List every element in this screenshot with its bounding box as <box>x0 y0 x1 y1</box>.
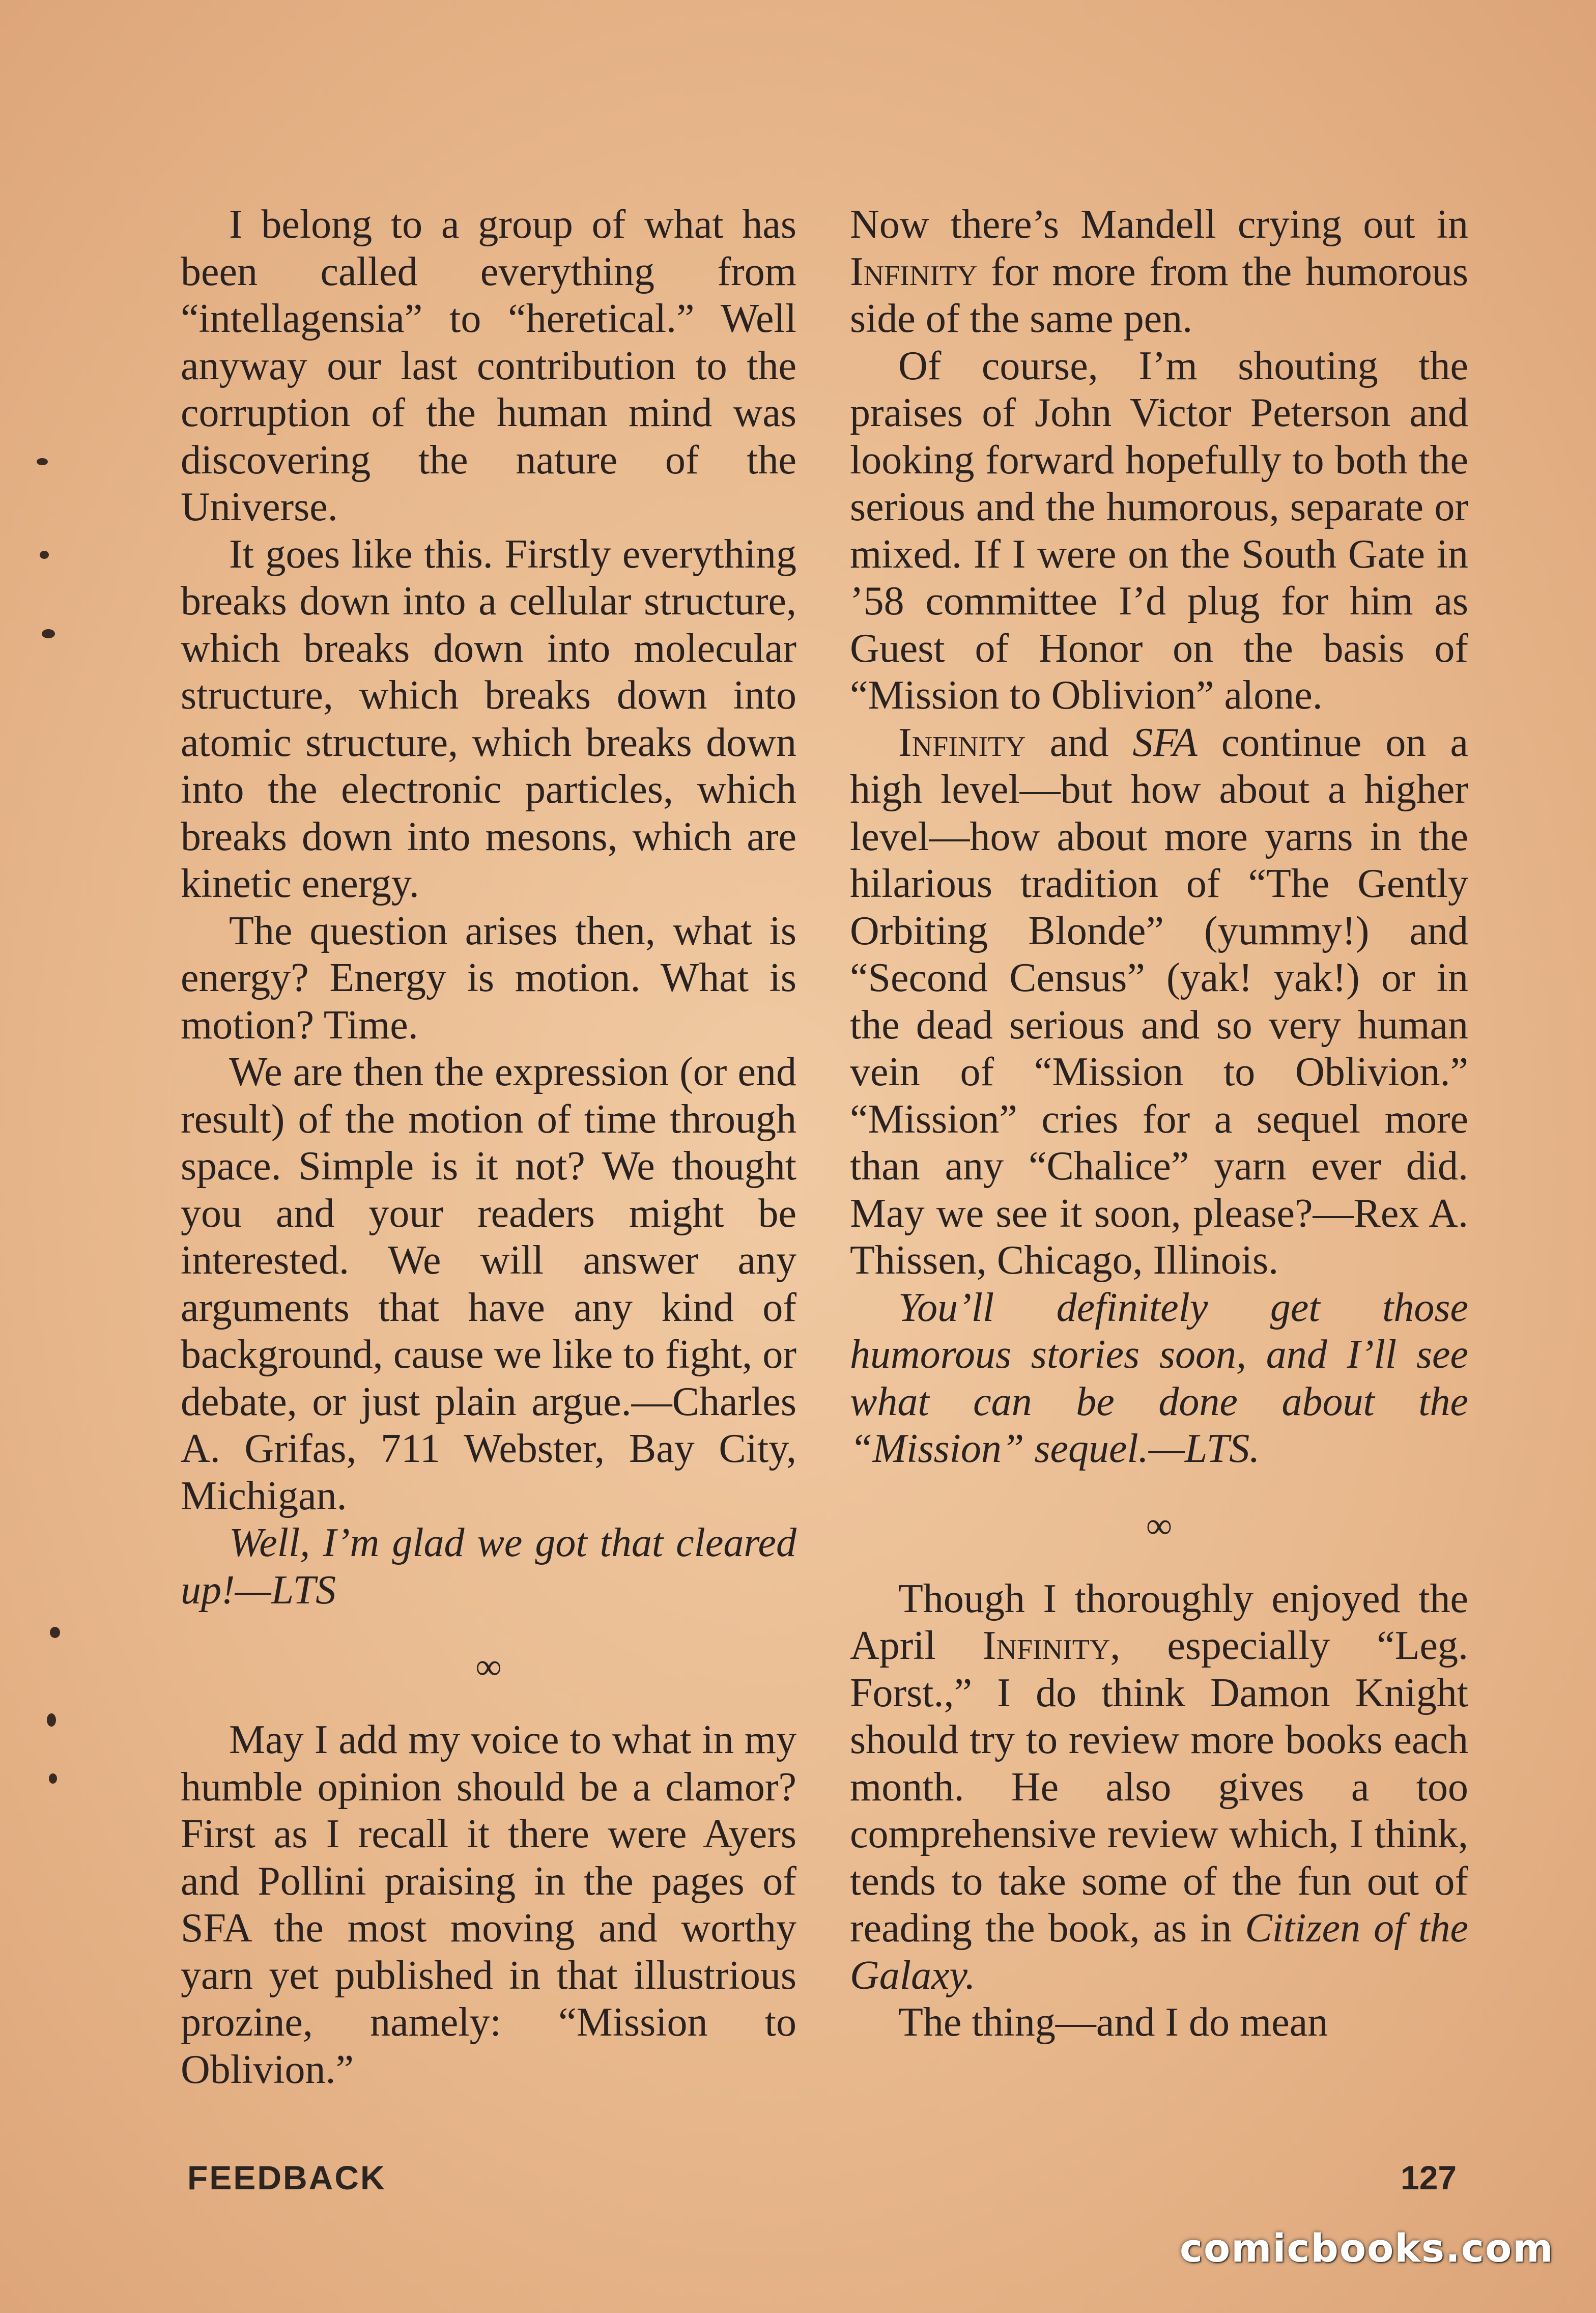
editor-reply: Well, I’m glad we got that cleared up!—LTS <box>181 1520 796 1613</box>
left-column <box>181 201 796 2093</box>
paragraph-text: Though I thoroughly enjoyed the April <box>850 1576 1468 1668</box>
book-title: Citizen of the Galaxy. <box>850 1906 1469 1998</box>
margin-speck <box>49 1773 57 1784</box>
right-column <box>850 201 1468 2046</box>
letter-paragraph: May I add my voice to what in my humble opinion should be a clamor? First as I recall it there were Ayers and Pollini praising in the pages of SFA the most moving and worthy yarn yet published in that illustrious prozine, namely: “Mission to Oblivion.” <box>181 1717 796 2092</box>
letter-paragraph: It goes like this. Firstly everything breaks down into a cellular structure, which breaks down into molecular structure, which breaks down into atomic structure, which breaks down into the electronic particles, which breaks down into mesons, which are kinetic energy. <box>181 531 796 906</box>
magazine-title: Infinity <box>898 720 1026 765</box>
section-footer: FEEDBACK <box>187 2159 386 2196</box>
magazine-title: SFA <box>1132 720 1198 765</box>
paragraph-text: Now there’s Mandell crying out in <box>850 202 1468 247</box>
section-divider: ∞ <box>1146 1505 1173 1546</box>
paragraph-text: , especially “Leg. Forst.,” I do think Damon Knight should try to review more books each month. He also gives a too comprehensive review which, I think, tends to take some of the fun out of reading the book, as in <box>850 1623 1468 1951</box>
paragraph-text: for more from the humorous side of the same pen. <box>850 249 1468 341</box>
letter-paragraph: We are then the expression (or end result) of the motion of time through space. Simple is it not? We thought you and your readers might be interested. We will answer any arguments that have any kind of background, cause we like to fight, or debate, or just plain argue.—Charles A. Grifas, 711 Webster, Bay City, Michigan. <box>181 1050 796 1518</box>
letter-paragraph: The thing—and I do mean <box>898 2000 1328 2045</box>
paragraph-text: and <box>1025 720 1133 765</box>
letter-paragraph: The question arises then, what is energy? Energy is motion. What is motion? Time. <box>181 908 796 1048</box>
margin-speck <box>40 551 49 559</box>
site-watermark: comicbooks.com <box>1180 2225 1554 2271</box>
letter-paragraph <box>850 1575 1468 1999</box>
magazine-title: Infinity <box>982 1623 1110 1668</box>
page-number: 127 <box>1401 2159 1457 2196</box>
margin-speck <box>50 1627 60 1638</box>
letter-paragraph <box>850 719 1468 1284</box>
paragraph-text: continue on a high level—but how about a higher level—how about more yarns in the hilarious tradition of “The Gently Orbiting Blonde” (yummy!) and “Second Census” (yak! yak!) or in the dead serious and so very human vein of “Mission to Oblivion.” “Mission” cries for a sequel more than any “Chalice” yarn ever did. May we see it soon, please?—Rex A. Thissen, Chicago, Illinois. <box>850 720 1468 1283</box>
letter-paragraph: I belong to a group of what has been called everything from “intellagensia” to “heretical.” Well anyway our last contribution to the corruption of the human mind was discovering the nature of the Universe. <box>181 202 796 529</box>
magazine-title: Infinity <box>850 249 978 294</box>
margin-speck <box>42 629 55 638</box>
letter-paragraph <box>850 201 1468 343</box>
margin-speck <box>47 1713 56 1727</box>
letter-paragraph: Of course, I’m shouting the praises of John Victor Peterson and looking forward hopefully to both the serious and the humorous, separate or mixed. If I were on the South Gate in ’58 committee I’d plug for him as Guest of Honor on the basis of “Mission to Oblivion” alone. <box>850 343 1468 718</box>
margin-speck <box>37 458 48 465</box>
section-divider: ∞ <box>475 1646 502 1687</box>
editor-reply: You’ll definitely get those humorous stories soon, and I’ll see what can be done about the “Mission” sequel.—LTS. <box>850 1285 1468 1471</box>
